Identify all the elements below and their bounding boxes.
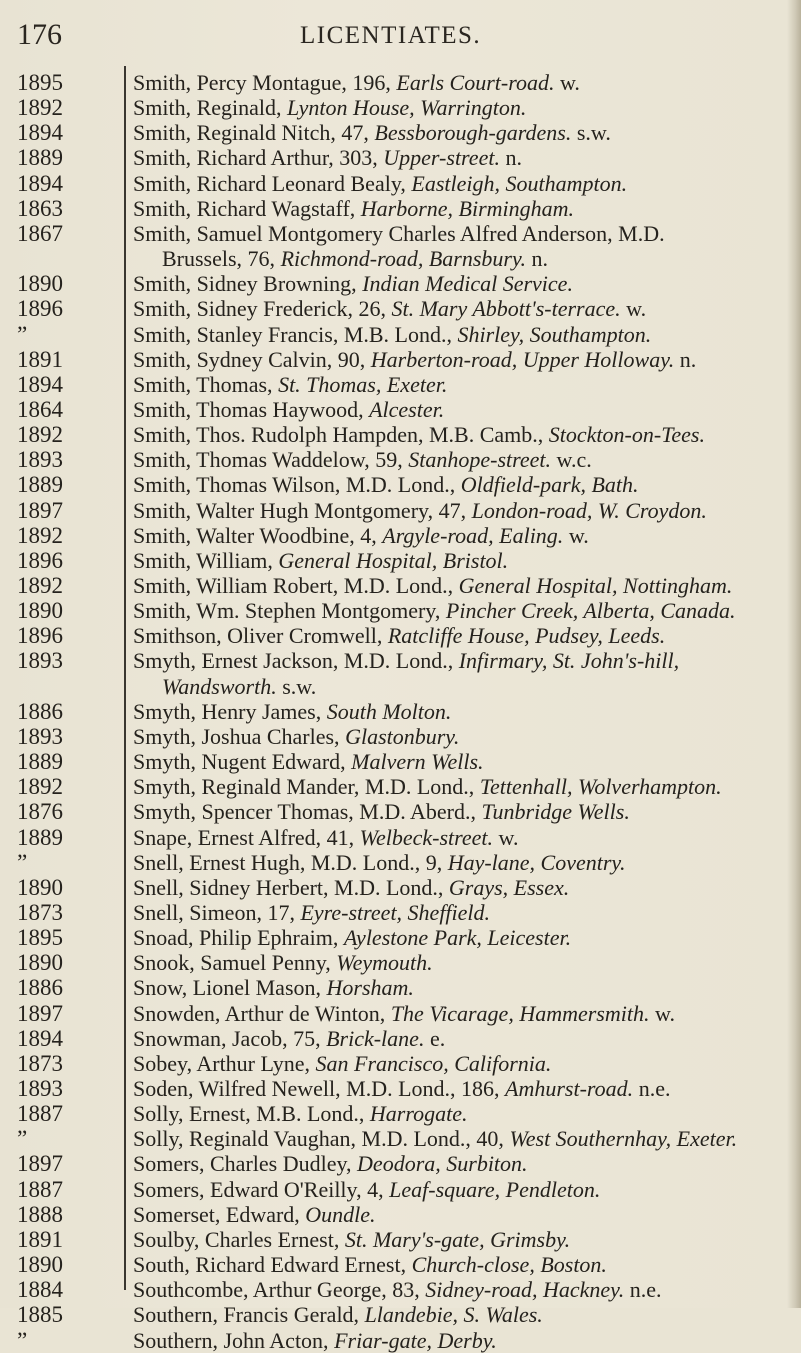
entry-year: 1894 [17,1025,63,1051]
entry-name: Smith, Thomas, [133,371,279,397]
entry-address: Lynton House, Warrington. [287,95,527,121]
entry-year: 1884 [17,1277,63,1303]
entry-name: Somerset, Edward, [133,1201,306,1227]
entry-name: Smith, Thomas Haywood, [133,396,370,422]
entry-address: Upper-street. [383,145,500,171]
entry-text [133,799,788,824]
entry-text [133,271,788,296]
entry-text [133,221,788,246]
entry-text [133,347,788,372]
entry-text [133,699,788,724]
entry-name: w. [620,296,647,322]
entry-name: Southcombe, Arthur George, 83, [133,1277,426,1303]
entry-text [133,1026,788,1051]
entry-year: 1864 [17,396,63,422]
entry-address: Indian Medical Service. [362,271,573,297]
entry-text [133,875,788,900]
entry-text [133,573,788,598]
entry-name: Solly, Ernest, M.B. Lond., [133,1101,370,1127]
entry-text [133,774,788,799]
entry-name: Smyth, Nugent Edward, [133,749,352,775]
entry-text [133,724,788,749]
entry-year: 1892 [17,422,63,448]
entry-year: ” [17,1126,28,1152]
entry-text [133,472,788,497]
entry-address: Harrogate. [369,1101,468,1127]
entry-year: 1893 [17,648,63,674]
entry-name: Smithson, Oliver Cromwell, [133,623,388,649]
entry-address: The Vicarage, Hammersmith. [390,1000,650,1026]
entry-name: Snowman, Jacob, 75, [133,1025,327,1051]
entry-text [133,1302,788,1327]
entry-text [133,1252,788,1277]
entry-text [133,498,788,523]
entry-name: Smith, Samuel Montgomery Charles Alfred Anderson, M.D. [133,220,665,246]
entry-name: n. [526,246,549,272]
entry-address: London-road, W. Croydon. [471,497,707,523]
entry-year: 1889 [17,145,63,171]
entry-year: 1893 [17,1076,63,1101]
entry-year: 1896 [17,547,63,573]
entry-name: Soulby, Charles Ernest, [133,1226,345,1252]
entry-name: Smith, Sidney Browning, [133,271,363,297]
entry-text [133,120,788,145]
entry-name: Smith, William Robert, M.D. Lond., [133,573,459,598]
entry-name: Smith, Thomas Waddelow, 59, [133,447,409,473]
entry-name: n.e. [633,1076,671,1101]
entry-name: Smith, Walter Hugh Montgomery, 47, [133,497,472,523]
column-divider [124,66,126,1290]
entry-year: 1894 [17,120,63,146]
entry-address: Deodora, Surbiton. [357,1151,528,1177]
entry-name: Southern, John Acton, [133,1327,335,1353]
entry-name: Smyth, Joshua Charles, [133,723,346,749]
entry-address: Bessborough-gardens. [374,120,572,146]
running-head: LICENTIATES. [300,22,482,49]
entry-year: 1892 [17,573,63,598]
entry-address: Sidney-road, Hackney. [425,1277,625,1303]
entry-text [133,1277,788,1302]
entry-text [133,1076,788,1101]
entry-text [133,900,788,925]
entry-year: 1892 [17,522,63,548]
entry-text [133,397,788,422]
entry-text [133,825,788,850]
entry-year: 1890 [17,598,63,624]
entry-address: Eastleigh, Southampton. [411,170,628,196]
entry-address: San Francisco, California. [315,1050,552,1076]
entry-year: 1897 [17,497,63,523]
entry-name: Smyth, Reginald Mander, M.D. Lond., [133,774,480,800]
entry-address: Llandebie, S. Wales. [364,1302,543,1328]
entry-name: Smyth, Ernest Jackson, M.D. Lond., [133,648,459,674]
entry-year: 1896 [17,623,63,649]
entry-year: 1891 [17,1226,63,1252]
entry-name: n. [499,145,522,171]
entry-address: Stockton-on-Tees. [548,422,705,448]
entry-name: Smith, Reginald, [133,95,287,121]
entry-address: St. Mary Abbott's-terrace. [391,296,621,322]
entry-address: Brick-lane. [326,1025,425,1051]
entry-text [133,296,788,321]
entry-year: 1886 [17,698,63,724]
entry-text [133,523,788,548]
entry-name: Smith, Walter Woodbine, 4, [133,522,383,548]
entry-name: South, Richard Edward Ernest, [133,1252,412,1278]
entry-address: Earls Court-road. [396,70,555,95]
entry-name: Smith, Thomas Wilson, M.D. Lond., [133,472,461,498]
entry-name: n.e. [624,1277,662,1303]
entry-name: Smyth, Spencer Thomas, M.D. Aberd., [133,799,482,825]
entry-address: Weymouth. [336,950,433,976]
entry-name: Smith, Richard Leonard Bealy, [133,170,412,196]
entry-address: Oundle. [305,1201,376,1227]
entry-name: Smith, Reginald Nitch, 47, [133,120,375,146]
entry-text [133,749,788,774]
entry-name: Smith, Sydney Calvin, 90, [133,346,371,372]
entry-name: Solly, Reginald Vaughan, M.D. Lond., 40, [133,1126,510,1152]
entry-address: South Molton. [326,698,452,724]
entry-name: Snape, Ernest Alfred, 41, [133,824,360,850]
entry-year: 1889 [17,749,63,775]
entry-address: St. Mary's-gate, Grimsby. [344,1226,571,1252]
entry-year: 1893 [17,447,63,473]
entry-year: 1867 [17,220,63,246]
entry-year: 1895 [17,70,63,95]
entry-name: Snook, Samuel Penny, [133,950,337,976]
entry-year: 1897 [17,1000,63,1026]
entry-address: Argyle-road, Ealing. [382,522,564,548]
entry-year: 1892 [17,774,63,800]
entry-name: Smith, Sidney Frederick, 26, [133,296,392,322]
entry-name: Smith, Richard Wagstaff, [133,195,361,221]
entry-year: 1897 [17,1151,63,1177]
entry-year: 1894 [17,170,63,196]
entry-address: Stanhope-street. [408,447,552,473]
entry-text [133,1177,788,1202]
entry-address: Ratcliffe House, Pudsey, Leeds. [387,623,666,649]
entry-year: 1873 [17,1050,63,1076]
entry-address: Wandsworth. [162,673,277,699]
entry-name: Southern, Francis Gerald, [133,1302,365,1328]
entry-name: s.w. [276,673,317,699]
entry-address: Friar-gate, Derby. [334,1327,497,1353]
entry-year: 1890 [17,1252,63,1278]
entry-address: Tettenhall, Wolverhampton. [479,774,722,800]
entry-name: w. [493,824,519,850]
entry-address: Pincher Creek, Alberta, Canada. [445,598,736,624]
entry-address: Harborne, Birmingham. [360,195,575,221]
entry-year: ” [17,1327,28,1353]
entry-name: Smyth, Henry James, [133,698,327,724]
entry-year: 1886 [17,975,63,1001]
entry-year: 1890 [17,874,63,900]
entry-address: Amhurst-road. [505,1076,634,1101]
entry-text [133,925,788,950]
entry-name: Somers, Edward O'Reilly, 4, [133,1176,390,1202]
entry-text [133,171,788,196]
entry-name: e. [424,1025,446,1051]
entry-text-continued [162,674,801,699]
entry-address: Richmond-road, Barnsbury. [280,246,527,272]
entry-text [133,1328,788,1353]
entry-address: St. Thomas, Exeter. [278,371,448,397]
entry-year: 1887 [17,1176,63,1202]
entry-year: 1863 [17,195,63,221]
entry-year: 1890 [17,950,63,976]
entry-name: Smith, Percy Montague, 196, [133,70,397,95]
entry-address: General Hospital, Bristol. [278,547,509,573]
entry-name: Snell, Sidney Herbert, M.D. Lond., [133,874,449,900]
entry-name: Smith, William, [133,547,279,573]
entry-text [133,850,788,875]
entry-address: Welbeck-street. [359,824,494,850]
entry-name: Brussels, 76, [162,246,281,272]
entry-text-continued [162,246,801,271]
entry-address: Alcester. [369,396,445,422]
entry-year: 1892 [17,95,63,121]
entry-text [133,322,788,347]
entry-address: Leaf-square, Pendleton. [389,1176,601,1202]
entry-text [133,548,788,573]
entry-year: ” [17,849,28,875]
page-number: 176 [17,18,62,51]
page-edge-shadow [787,0,801,1308]
entry-text [133,975,788,1000]
entry-text [133,145,788,170]
entry-year: 1890 [17,271,63,297]
entry-address: Grays, Essex. [448,874,570,900]
entry-address: Hay-lane, Coventry. [447,849,626,875]
entry-name: Snoad, Philip Ephraim, [133,925,344,951]
entry-year: 1885 [17,1302,63,1328]
entry-text [133,950,788,975]
entry-year: 1896 [17,296,63,322]
entry-address: Church-close, Boston. [411,1252,607,1278]
entry-name: n. [674,346,697,372]
entry-address: Malvern Wells. [351,749,484,775]
entry-year: 1876 [17,799,63,825]
entry-address: Aylestone Park, Leicester. [343,925,572,951]
entry-year: 1895 [17,925,63,951]
entry-year: 1889 [17,472,63,498]
entry-name: Smith, Thos. Rudolph Hampden, M.B. Camb., [133,422,549,448]
entry-year: 1873 [17,899,63,925]
entry-text [133,70,788,95]
entry-name: w. [563,522,589,548]
entry-name: w.c. [551,447,592,473]
entry-address: Horsham. [326,975,414,1001]
entry-address: Tunbridge Wells. [481,799,630,825]
entry-address: General Hospital, Nottingham. [458,573,733,598]
entry-name: Smith, Wm. Stephen Montgomery, [133,598,446,624]
entry-address: Shirley, Southampton. [457,321,652,347]
entry-text [133,1151,788,1176]
entry-name: s.w. [571,120,611,146]
entry-name: w. [554,70,580,95]
entry-name: w. [649,1000,675,1026]
entry-year: 1894 [17,371,63,397]
entry-text [133,1001,788,1026]
entry-address: Infirmary, St. John's-hill, [458,648,680,674]
entry-text [133,372,788,397]
entry-address: Glastonbury. [345,723,460,749]
entry-year: ” [17,321,28,347]
entry-text [133,1202,788,1227]
entry-year: 1888 [17,1201,63,1227]
entry-year: 1893 [17,723,63,749]
entry-text [133,623,788,648]
entry-name: Soden, Wilfred Newell, M.D. Lond., 186, [133,1076,506,1101]
entry-year: 1887 [17,1101,63,1127]
entry-name: Snell, Ernest Hugh, M.D. Lond., 9, [133,849,448,875]
entry-text [133,1227,788,1252]
entry-text [133,648,788,673]
entry-text [133,447,788,472]
entry-text [133,1126,788,1151]
entry-text [133,196,788,221]
entry-text [133,95,788,120]
entry-year: 1889 [17,824,63,850]
entry-address: Eyre-street, Sheffield. [300,899,491,925]
entry-text [133,422,788,447]
entry-address: Oldfield-park, Bath. [460,472,639,498]
entry-name: Snow, Lionel Mason, [133,975,327,1001]
entry-name: Sobey, Arthur Lyne, [133,1050,316,1076]
entry-text [133,1051,788,1076]
entry-text [133,1101,788,1126]
entry-address: Harberton-road, Upper Holloway. [370,346,675,372]
entry-name: Snell, Simeon, 17, [133,899,301,925]
entry-address: West Southernhay, Exeter. [509,1126,738,1152]
entry-name: Snowden, Arthur de Winton, [133,1000,391,1026]
entry-text [133,598,788,623]
entry-year: 1891 [17,346,63,372]
entry-name: Somers, Charles Dudley, [133,1151,358,1177]
entry-name: Smith, Stanley Francis, M.B. Lond., [133,321,458,347]
entry-name: Smith, Richard Arthur, 303, [133,145,384,171]
